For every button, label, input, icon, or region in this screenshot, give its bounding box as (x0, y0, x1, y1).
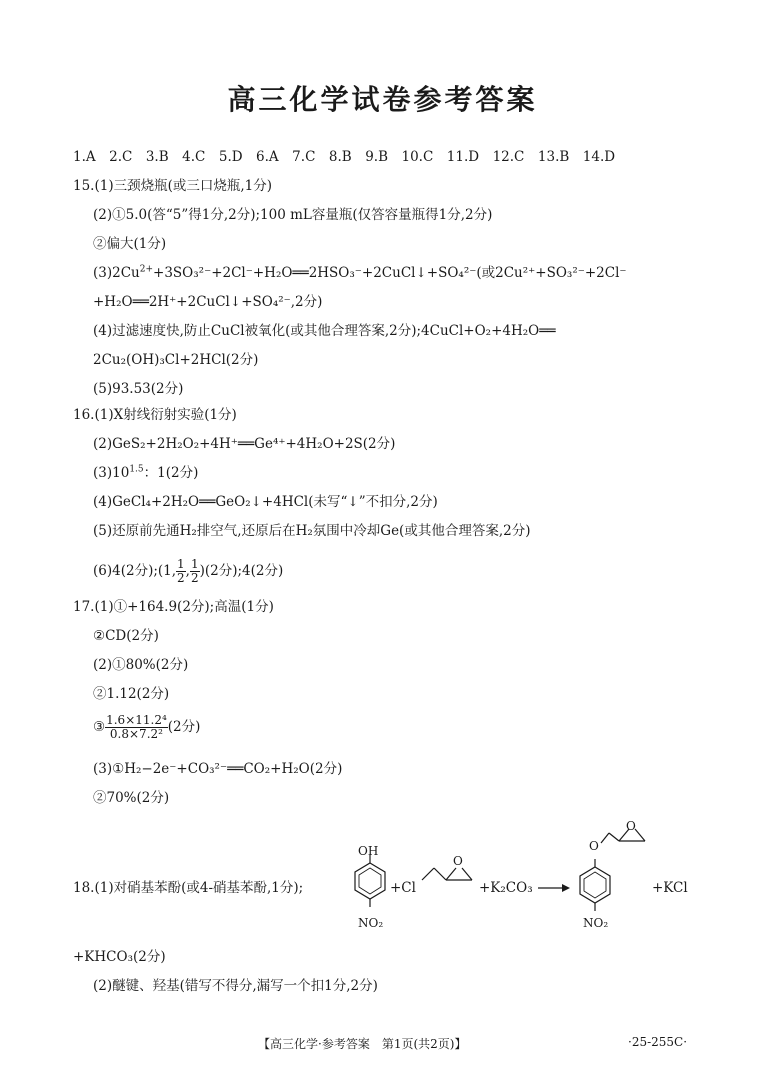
q15-part1: 15.(1)三颈烧瓶(或三口烧瓶,1分) (73, 178, 273, 194)
q16-part3-base: (3)10 (93, 465, 130, 481)
q17-part2b: ②1.12(2分) (93, 686, 170, 702)
no2-label-1: NO₂ (358, 916, 384, 930)
footer-code: ·25-255C· (628, 1035, 688, 1049)
page-title: 高三化学试卷参考答案 (227, 83, 538, 116)
reaction-arrow-icon (538, 880, 570, 896)
q15-part3a-pre: (3)2Cu (93, 265, 140, 281)
fraction-half-1 (176, 558, 186, 585)
frac-den: 2 (177, 571, 185, 585)
frac-num: 1 (177, 557, 185, 571)
q16-part3 (93, 464, 198, 482)
footer-page-info: 【高三化学·参考答案 第1页(共2页)】 (258, 1037, 467, 1051)
q16-part6-mid: , (185, 563, 190, 579)
cu-charge: 2+ (139, 264, 154, 275)
mc-answers: 1.A 2.C 3.B 4.C 5.D 6.A 7.C 8.B 9.B 10.C 11.D 12.C 13.B 14.D (73, 149, 616, 165)
q18-part1: 18.(1)对硝基苯酚(或4-硝基苯酚,1分); (73, 880, 304, 896)
q17-part1b: ②CD(2分) (93, 628, 159, 644)
epoxide-o-label-1: O (453, 854, 463, 868)
q15-part5: (5)93.53(2分) (93, 381, 184, 397)
q15-part3a (93, 264, 627, 282)
frac-num: 1.6×11.2⁴ (106, 713, 167, 727)
epoxide-o-label-2: O (626, 819, 636, 833)
q16-part4: (4)GeCl₄+2H₂O══GeO₂↓+4HCl(未写“↓”不扣分,2分) (93, 494, 438, 510)
q15-part3b: +H₂O══2H⁺+2CuCl↓+SO₄²⁻,2分) (93, 294, 323, 310)
q16-part6-post: )(2分);4(2分) (199, 563, 284, 579)
ether-o-label: O (589, 839, 599, 853)
q17-part3b: ②70%(2分) (93, 790, 170, 806)
plus-cl: +Cl (390, 880, 416, 896)
q16-part6 (93, 558, 283, 585)
q18-part1b: +KHCO₃(2分) (73, 949, 166, 965)
q17-part3a: (3)①H₂−2e⁻+CO₃²⁻══CO₂+H₂O(2分) (93, 761, 343, 777)
q17-part2c-pre: ③ (93, 719, 106, 735)
q16-part2: (2)GeS₂+2H₂O₂+4H⁺══Ge⁴⁺+4H₂O+2S(2分) (93, 436, 396, 452)
q17-part2c-post: (2分) (167, 719, 201, 735)
equilibrium-fraction (105, 714, 168, 741)
q15-part4a: (4)过滤速度快,防止CuCl被氧化(或其他合理答案,2分);4CuCl+O₂+4H₂O══ (93, 323, 556, 339)
q16-part6-pre: (6)4(2分);(1, (93, 563, 177, 579)
fraction-half-2 (190, 558, 200, 585)
q16-part3-rest: ：1(2分) (143, 465, 199, 481)
frac-den: 2 (190, 571, 199, 585)
q15-part2a: (2)①5.0(答“5”得1分,2分);100 mL容量瓶(仅答容量瓶得1分,2分) (93, 207, 493, 223)
q16-part1: 16.(1)X射线衍射实验(1分) (73, 407, 237, 423)
q16-part5: (5)还原前先通H₂排空气,还原后在H₂氛围中冷却Ge(或其他合理答案,2分) (93, 523, 531, 539)
q17-part2a: (2)①80%(2分) (93, 657, 189, 673)
no2-label-2: NO₂ (583, 916, 609, 930)
q15-part2b: ②偏大(1分) (93, 236, 167, 252)
plus-kcl: +KCl (652, 880, 688, 896)
q15-part3a-rest: +3SO₃²⁻+2Cl⁻+H₂O══2HSO₃⁻+2CuCl↓+SO₄²⁻(或2Cu²⁺+SO₃²⁻+2Cl⁻ (153, 265, 627, 281)
q17-part2c (93, 714, 200, 741)
q17-part1: 17.(1)①+164.9(2分);高温(1分) (73, 599, 274, 615)
frac-num: 1 (190, 557, 199, 571)
q16-part3-exponent: 1.5 (129, 464, 144, 475)
frac-den: 0.8×7.2² (109, 727, 163, 741)
plus-k2co3: +K₂CO₃ (479, 880, 533, 896)
epichlorohydrin-structure (420, 848, 480, 898)
q15-part4b: 2Cu₂(OH)₃Cl+2HCl(2分) (93, 352, 259, 368)
oh-label: OH (358, 844, 379, 858)
q18-part2: (2)醚键、羟基(错写不得分,漏写一个扣1分,2分) (93, 978, 378, 994)
